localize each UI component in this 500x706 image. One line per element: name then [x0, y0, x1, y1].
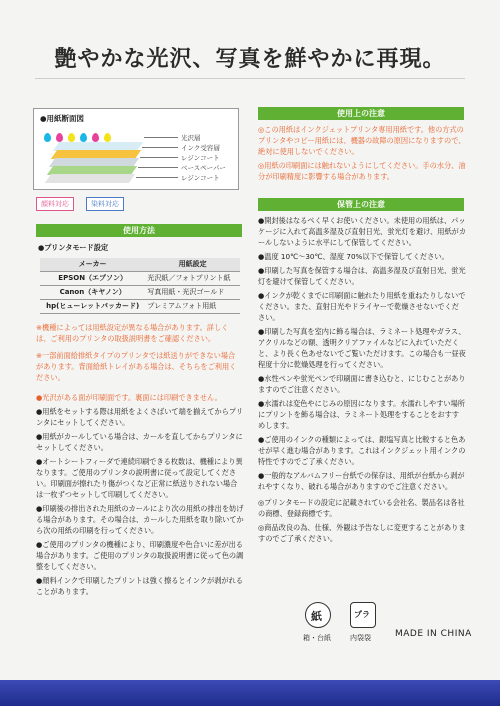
layer-label: ベースペーパー [181, 164, 226, 172]
list-item: ●開封後はなるべく早くお使いください。未使用の用紙は、パッケージに入れて高温多湿及び直射日光、蛍光灯を避け、用紙がカールしないように水平にして保管してください。 [258, 216, 467, 247]
table-row [40, 299, 240, 313]
footnote: ◎商品改良の為、仕様、外観は予告なしに変更することがありますのでご了承ください。 [258, 523, 466, 543]
list-item: ●印刷後の排出された用紙のカールにより次の用紙の排出を妨げる場合があります。その場合は、カールした用紙を取り除いてから次の用紙の印刷を行ってください。 [36, 504, 244, 535]
table-cell: プレミアムフォト用紙 [145, 299, 240, 313]
layer-label: インク受容層 [181, 144, 220, 152]
paper-cross-section-diagram [33, 108, 239, 190]
printer-mode-table [40, 258, 240, 314]
caution-list [258, 124, 466, 185]
ink-drop-icon [44, 133, 51, 142]
ink-drop-icon [104, 133, 111, 142]
caution-section-header: 使用上の注意 [258, 107, 464, 120]
table-cell: EPSON（エプソン） [40, 271, 145, 285]
storage-section-header: 保管上の注意 [258, 198, 464, 211]
origin-text: MADE IN CHINA [395, 629, 472, 639]
layer-label: レジンコート [181, 154, 220, 162]
layer-resin-coat-bottom [45, 174, 135, 183]
dye-compatible-badge: 染料対応 [86, 197, 124, 211]
list-item: ●ご使用のインクの種類によっては、銀塩写真と比較すると色あせが早く進む場合があります。これはインクジェット用インクの特性ですのでご了承ください。 [258, 435, 466, 466]
list-item: ●一般的なアルバムフリー台紙での保存は、用紙が台紙から剥がれやすくなり、破れる場合がありますのでご注意ください。 [258, 471, 465, 491]
list-item: ●水濡れは変色やにじみの原因になります。水濡れしやすい場所にプリントを飾る場合は、ラミネート処理をすることをおすすめします。 [258, 399, 465, 430]
layer-label: レジンコート [181, 174, 220, 182]
ink-drop-icon [56, 133, 63, 142]
plastic-recycle-label: 内袋袋 [350, 634, 371, 642]
paper-recycle-icon: 紙 [305, 602, 331, 628]
table-row [40, 271, 240, 285]
list-item: ●オートシートフィーダで連続印刷できる枚数は、機種により異なります。ご使用のプリンタの説明書に従って設定してください。印刷面が擦れたり傷がつくなど正常に紙送りされない場合は一枚ずつセットして印刷してください。 [36, 457, 243, 499]
list-item: ●印刷した写真を保管する場合は、高温多湿及び直射日光、蛍光灯を避けて保管してください。 [258, 266, 466, 286]
print-side-note: ●光沢がある面が印刷面です。裏面には印刷できません。 [36, 393, 222, 402]
page-title: 艶やかな光沢、写真を鮮やかに再現。 [54, 46, 446, 72]
list-item: ◎用紙の印刷面には触れないようにしてください。手の水分、油分が印刷精度に影響する場合があります。 [258, 161, 466, 181]
table-header: メーカー [40, 258, 145, 271]
list-item: ◎この用紙はインクジェットプリンタ専用用紙です。他の方式のプリンタやコピー用紙には、機器の故障の原因になりますので、絶対に使用しないでください。 [258, 125, 466, 156]
list-item: ●用紙をセットする際は用紙をよくさばいて端を揃えてからプリンタにセットしてください。 [36, 407, 244, 427]
diagram-title: ●用紙断面図 [40, 114, 85, 123]
front-feed-note: ※一部前面給排紙タイプのプリンタでは紙送りができない場合があります。背面給紙トレイがある場合は、そちらをご利用ください。 [36, 351, 237, 382]
table-cell: 写真用紙・光沢ゴールド [145, 285, 240, 299]
usage-section-header: 使用方法 [36, 224, 242, 237]
layer-label: 光沢層 [181, 134, 201, 142]
ink-drop-icon [80, 133, 87, 142]
table-cell: 光沢紙／フォトプリント紙 [145, 271, 240, 285]
table-cell: Canon（キヤノン） [40, 285, 145, 299]
list-item: ●印刷した写真を室内に飾る場合は、ラミネート処理やガラス、アクリルなどの額、透明クリアファイルなどに入れていただくと、より長く色あせないでご覧いただけます。この場合も一昼夜程度十分に乾燥処理を行ってください。 [258, 327, 466, 369]
ink-drop-icon [92, 133, 99, 142]
table-header: 用紙設定 [145, 258, 240, 271]
storage-list [258, 215, 466, 547]
plastic-recycle-icon: プラ [350, 602, 376, 628]
list-item: ●ご使用のプリンタの機種により、印刷濃度や色合いに差が出る場合があります。ご使用のプリンタの取扱説明書に従って色の調整をしてください。 [36, 540, 244, 571]
table-cell: hp(ヒューレットパッカード) [40, 299, 145, 313]
title-divider [35, 78, 465, 79]
footnote: ◎プリンタモードの設定に記載されている会社名、製品名は各社の商標、登録商標です。 [258, 498, 465, 518]
paper-setting-note: ※機種によっては用紙設定が異なる場合があります。詳しくは、ご利用のプリンタの取扱説明書をご確認ください。 [36, 323, 229, 343]
table-row [40, 285, 240, 299]
list-item: ●顔料インクで印刷したプリントは強く擦るとインクが剥がれることがあります。 [36, 576, 243, 596]
printer-mode-title: ●プリンタモード設定 [38, 243, 109, 252]
bottom-color-band [0, 680, 500, 706]
usage-list [36, 406, 244, 600]
list-item: ●水性ペンや蛍光ペンで印刷面に書き込むと、にじむことがありますのでご注意ください。 [258, 374, 466, 394]
list-item: ●温度 10℃〜30℃、湿度 70%以下で保管してください。 [258, 252, 449, 261]
list-item: ●用紙がカールしている場合は、カールを直してからプリンタにセットしてください。 [36, 432, 243, 452]
list-item: ●インクが乾くまでに印刷面に触れたり用紙を重ねたりしないでください。また、直射日光やドライヤーで乾燥させないでください。 [258, 291, 466, 322]
paper-recycle-label: 箱・台紙 [303, 634, 331, 642]
pigment-compatible-badge: 顔料対応 [36, 197, 74, 211]
ink-drop-icon [68, 133, 75, 142]
